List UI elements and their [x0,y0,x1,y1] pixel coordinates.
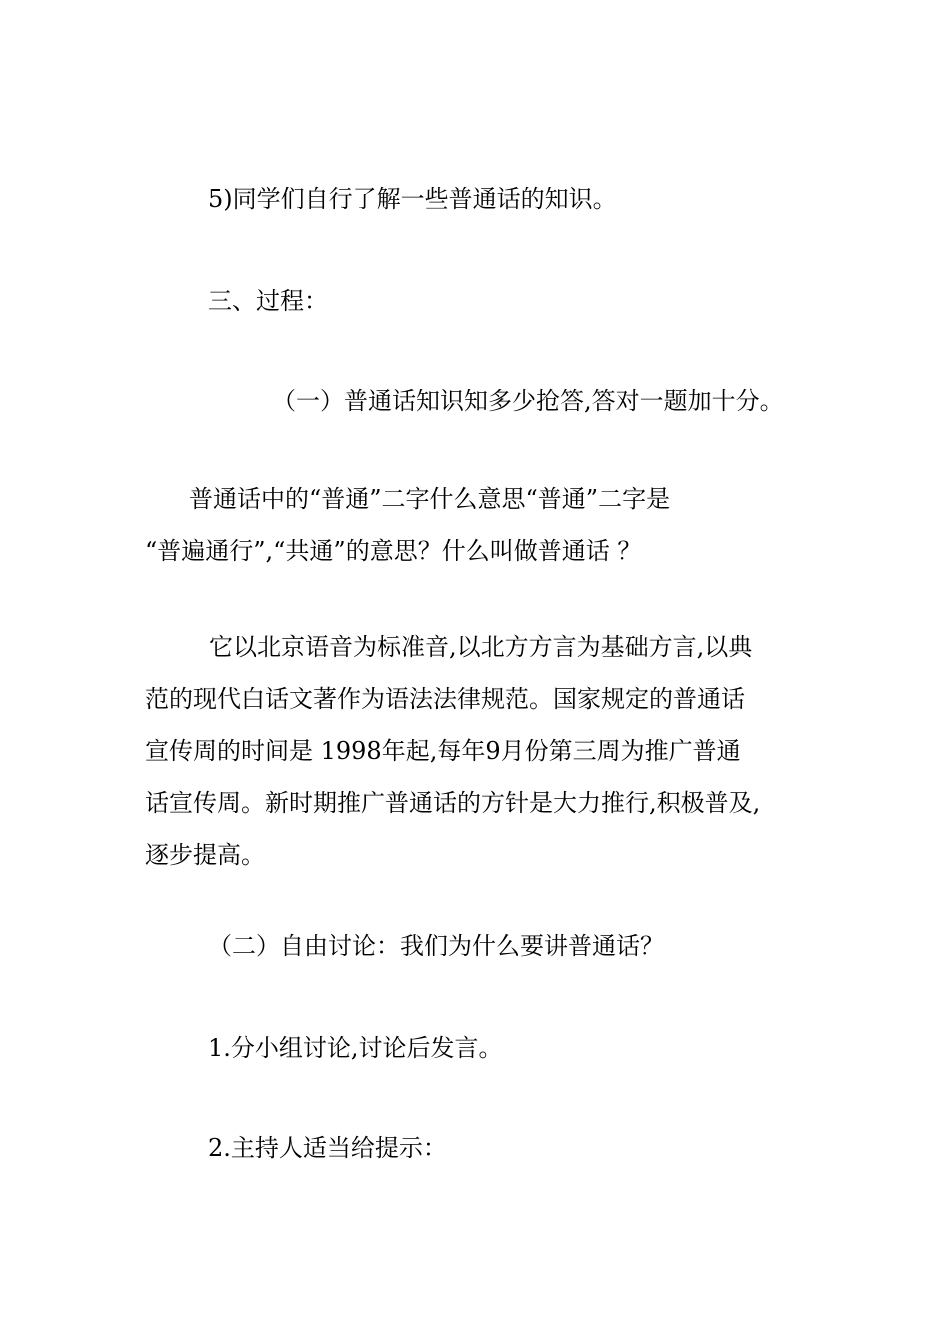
question-1-line-1: 普通话中的“普通”二字什么意思“普通”二字是 [189,485,671,513]
section-heading-process: 三、过程： [208,287,328,315]
part-2-heading: （二）自由讨论：我们为什么要讲普通话？ [208,932,664,960]
answer-1-line-2: 范的现代白话文著作为语法法律规范。国家规定的普通话 [145,685,745,713]
step-2-text: 2.主持人适当给提示： [208,1134,447,1162]
answer-1-line-5: 逐步提高。 [145,841,265,869]
answer-1-line-1: 它以北京语音为标准音,以北方方言为基础方言,以典 [209,633,753,661]
item-5-text: 5)同学们自行了解一些普通话的知识。 [208,185,617,213]
question-1-line-2: “普遍通行”,“共通”的意思？什么叫做普通话 ？ [145,537,642,565]
answer-1-line-4: 话宣传周。新时期推广普通话的方针是大力推行,积极普及, [145,789,761,817]
part-1-heading: （一）普通话知识知多少抢答,答对一题加十分。 [272,387,784,415]
question-1-paragraph [145,473,815,577]
step-1-text: 1.分小组讨论,讨论后发言。 [208,1034,503,1062]
answer-1-line-3: 宣传周的时间是 1998年起,每年9月份第三周为推广普通 [145,737,741,765]
answer-1-paragraph [145,621,815,881]
